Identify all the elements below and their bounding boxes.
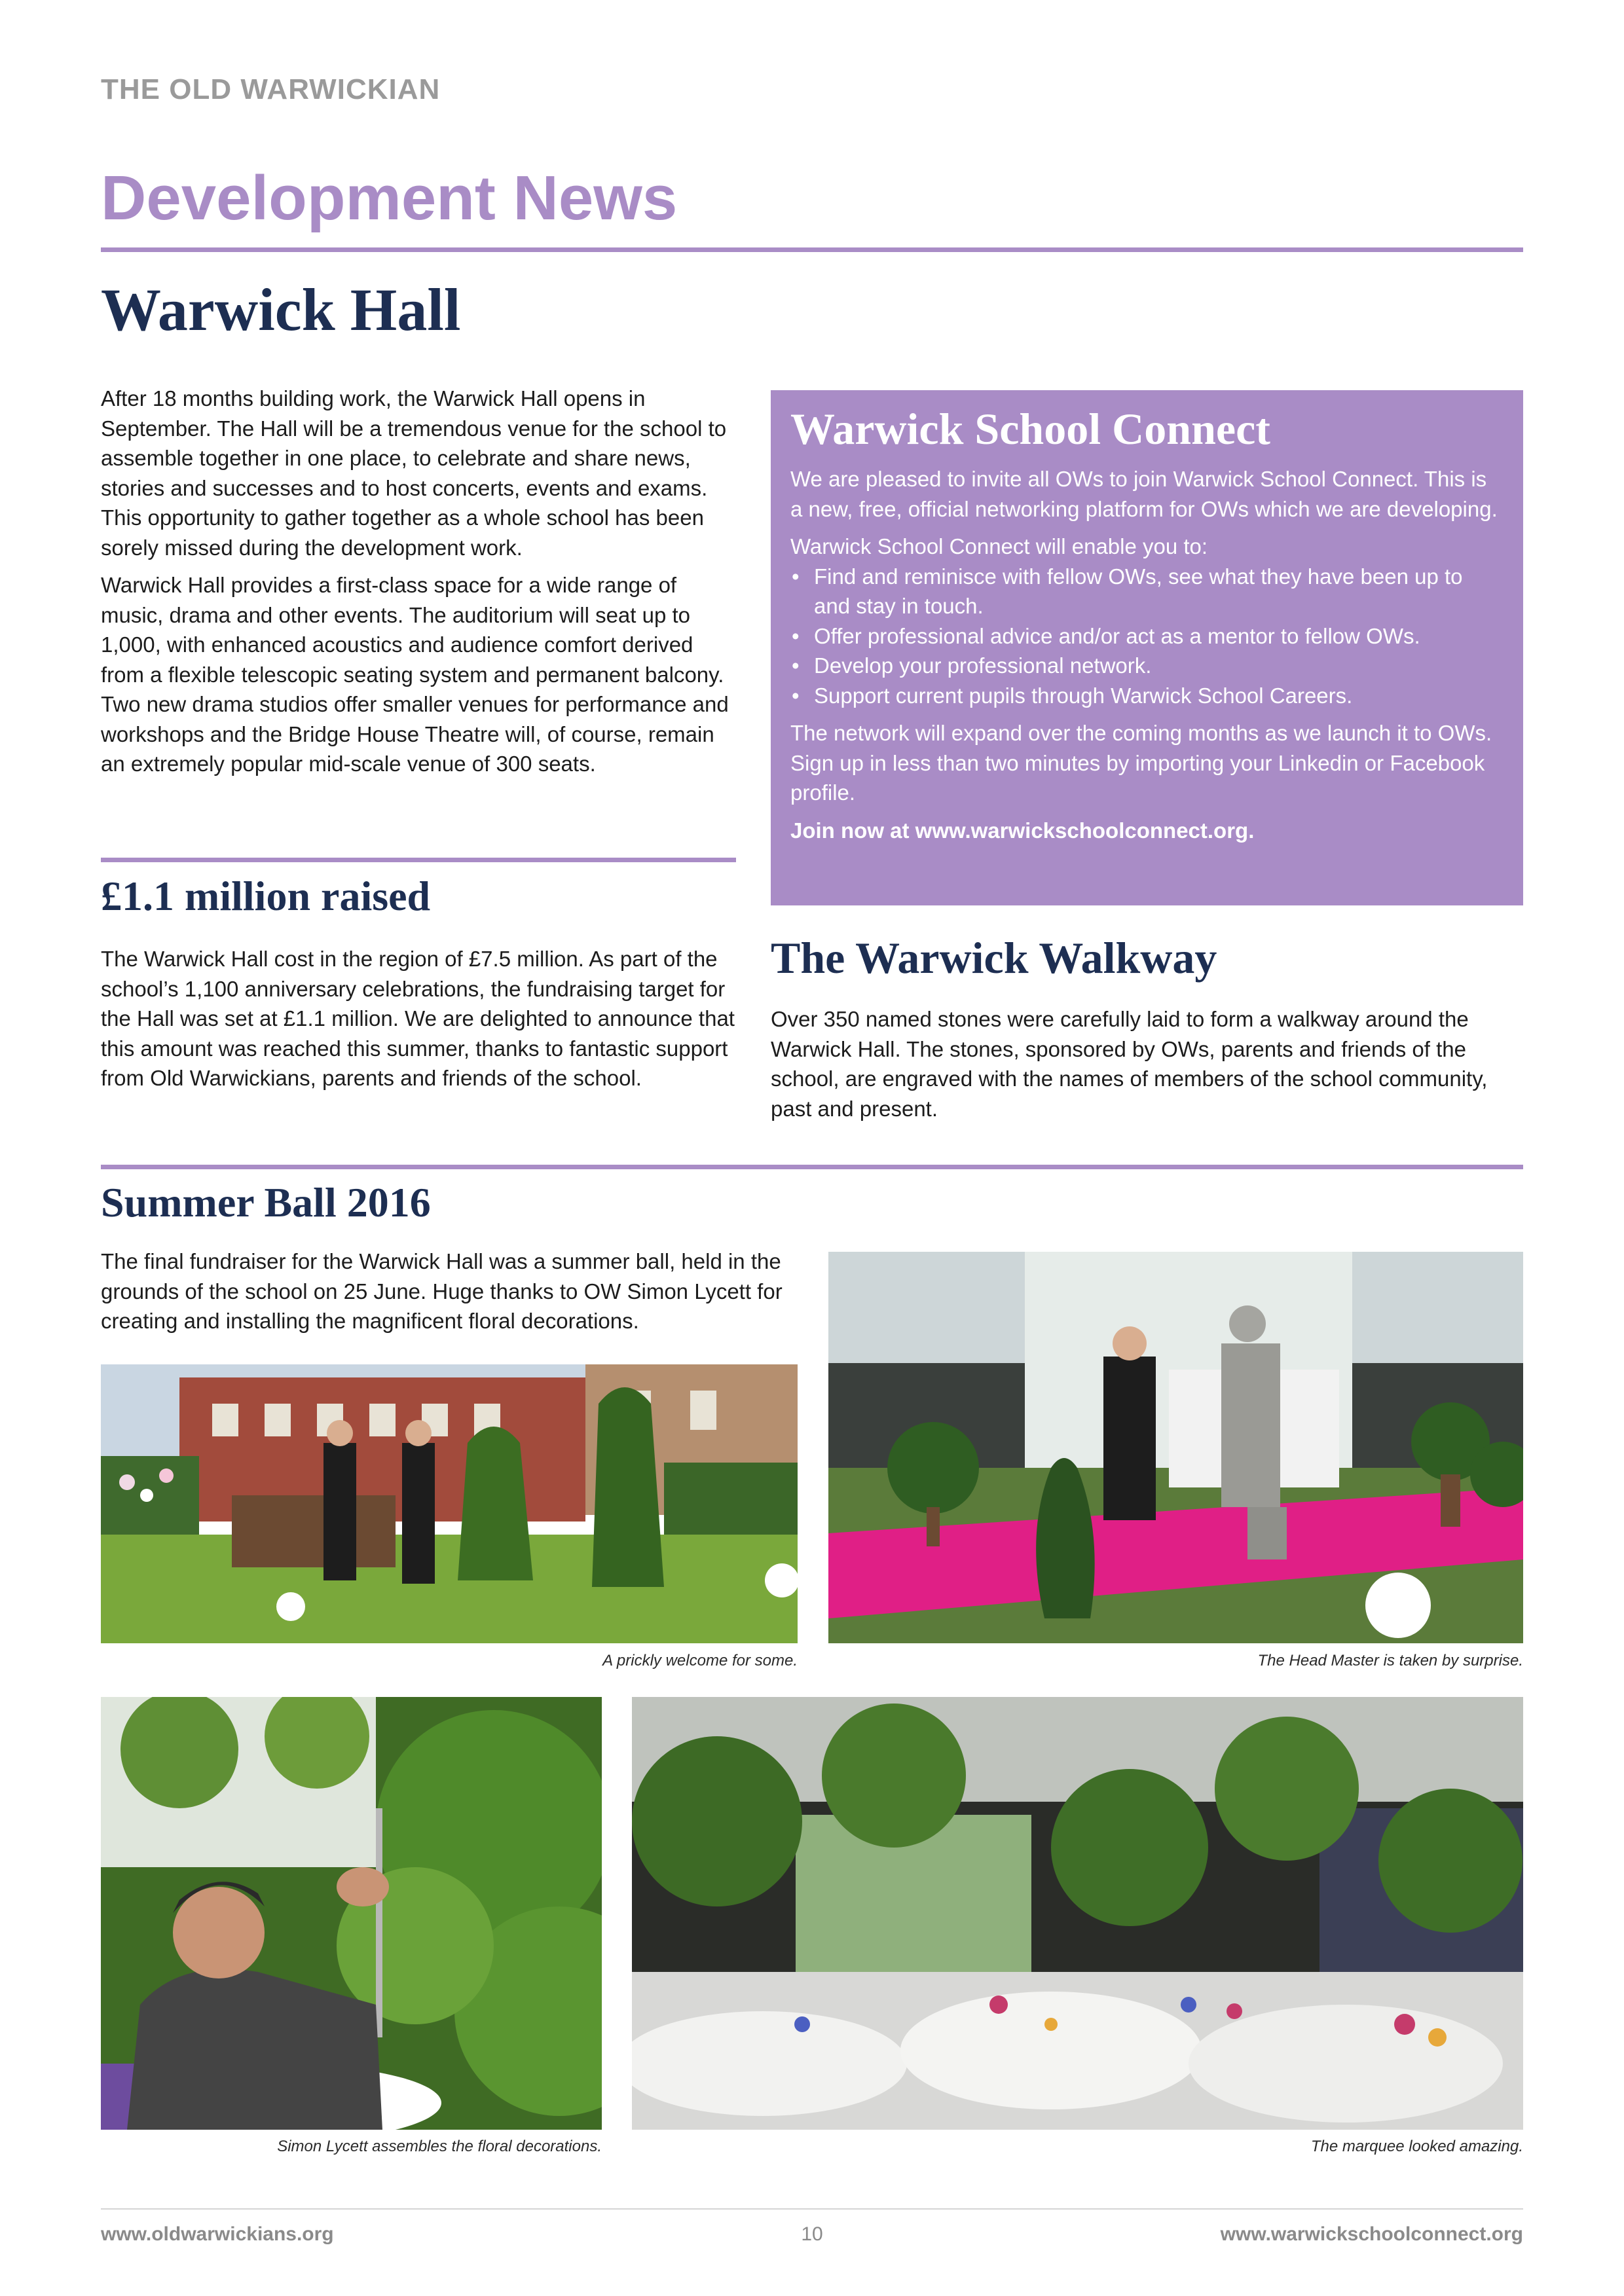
photo-simon-lycett (101, 1697, 602, 2130)
connect-title: Warwick School Connect (790, 404, 1270, 454)
connect-lead: Warwick School Connect will enable you to: (790, 534, 1208, 558)
warwick-hall-paragraph-2: Warwick Hall provides a first-class space for a wide range of music, drama and other events. The auditorium will seat up to 1,000, with enhanced acoustics and audience comfort derived from a flexible telescopic seating system and permanent balcony. Two new drama studios offer smaller venues for performance and workshops and the Bridge House Theatre will, of course, remain an extremely popular mid-scale venue of 300 seats. (101, 573, 729, 776)
footer-right-link[interactable]: www.warwickschoolconnect.org (1220, 2223, 1523, 2245)
connect-bullet: • Develop your professional network. (790, 651, 1504, 681)
summer-ball-title: Summer Ball 2016 (101, 1179, 431, 1226)
million-title: £1.1 million raised (101, 873, 431, 919)
connect-bullet-list (790, 562, 1504, 711)
prickly-welcome-illustration (101, 1364, 798, 1643)
summer-ball-body: The final fundraiser for the Warwick Hall was a summer ball, held in the grounds of the school on 25 June. Huge thanks to OW Simon Lycett for creating and installing the magnificent floral decorations. (101, 1249, 783, 1333)
page-number: 10 (801, 2223, 823, 2245)
caption-marquee: The marquee looked amazing. (1310, 2138, 1523, 2155)
warwick-hall-paragraph-1: After 18 months building work, the Warwick Hall opens in September. The Hall will be a tremendous venue for the school to assemble together in one place, to celebrate and share news, stories and successes and to host concerts, events and exams. This opportunity to gather together as a whole school has been sorely missed during the development work. (101, 386, 727, 560)
head-master-illustration (828, 1252, 1523, 1643)
connect-intro: We are pleased to invite all OWs to join Warwick School Connect. This is a new, free, official networking platform for OWs which we are developing. (790, 467, 1498, 521)
footer-left-link[interactable]: www.oldwarwickians.org (101, 2223, 334, 2245)
connect-bullet: • Find and reminisce with fellow OWs, see what they have been up to and stay in touch. (790, 562, 1504, 621)
connect-join-link[interactable]: Join now at www.warwickschoolconnect.org. (790, 818, 1255, 843)
million-divider (101, 858, 736, 862)
section-title: Development News (101, 163, 678, 233)
masthead: THE OLD WARWICKIAN (101, 73, 441, 105)
summer-ball-divider (101, 1165, 1523, 1169)
walkway-title: The Warwick Walkway (771, 933, 1217, 983)
connect-bullet: • Support current pupils through Warwick School Careers. (790, 681, 1504, 711)
simon-lycett-illustration (101, 1697, 602, 2130)
footer-divider (101, 2208, 1523, 2210)
caption-head-master: The Head Master is taken by surprise. (1257, 1652, 1523, 1669)
title-divider (101, 247, 1523, 252)
connect-box (771, 390, 1523, 905)
marquee-illustration (632, 1697, 1523, 2130)
caption-prickly: A prickly welcome for some. (602, 1652, 798, 1669)
walkway-body: Over 350 named stones were carefully laid to form a walkway around the Warwick Hall. The stones, sponsored by OWs, parents and friends of the school, are engraved with the names of members of the school community, past and present. (771, 1007, 1488, 1121)
photo-prickly-welcome (101, 1364, 798, 1643)
connect-bullet: • Offer professional advice and/or act as a mentor to fellow OWs. (790, 621, 1504, 651)
photo-head-master (828, 1252, 1523, 1643)
million-body: The Warwick Hall cost in the region of £7.5 million. As part of the school’s 1,100 anniversary celebrations, the fundraising target for the Hall was set at £1.1 million. We are delighted to announce that this amount was reached this summer, thanks to fantastic support from Old Warwickians, parents and friends of the school. (101, 947, 735, 1090)
connect-outro: The network will expand over the coming months as we launch it to OWs. Sign up in less than two minutes by importing your Linkedin or Facebook profile. (790, 721, 1492, 805)
photo-marquee (632, 1697, 1523, 2130)
caption-simon: Simon Lycett assembles the floral decorations. (277, 2138, 602, 2155)
warwick-hall-article (101, 384, 736, 787)
warwick-hall-title: Warwick Hall (101, 276, 461, 343)
